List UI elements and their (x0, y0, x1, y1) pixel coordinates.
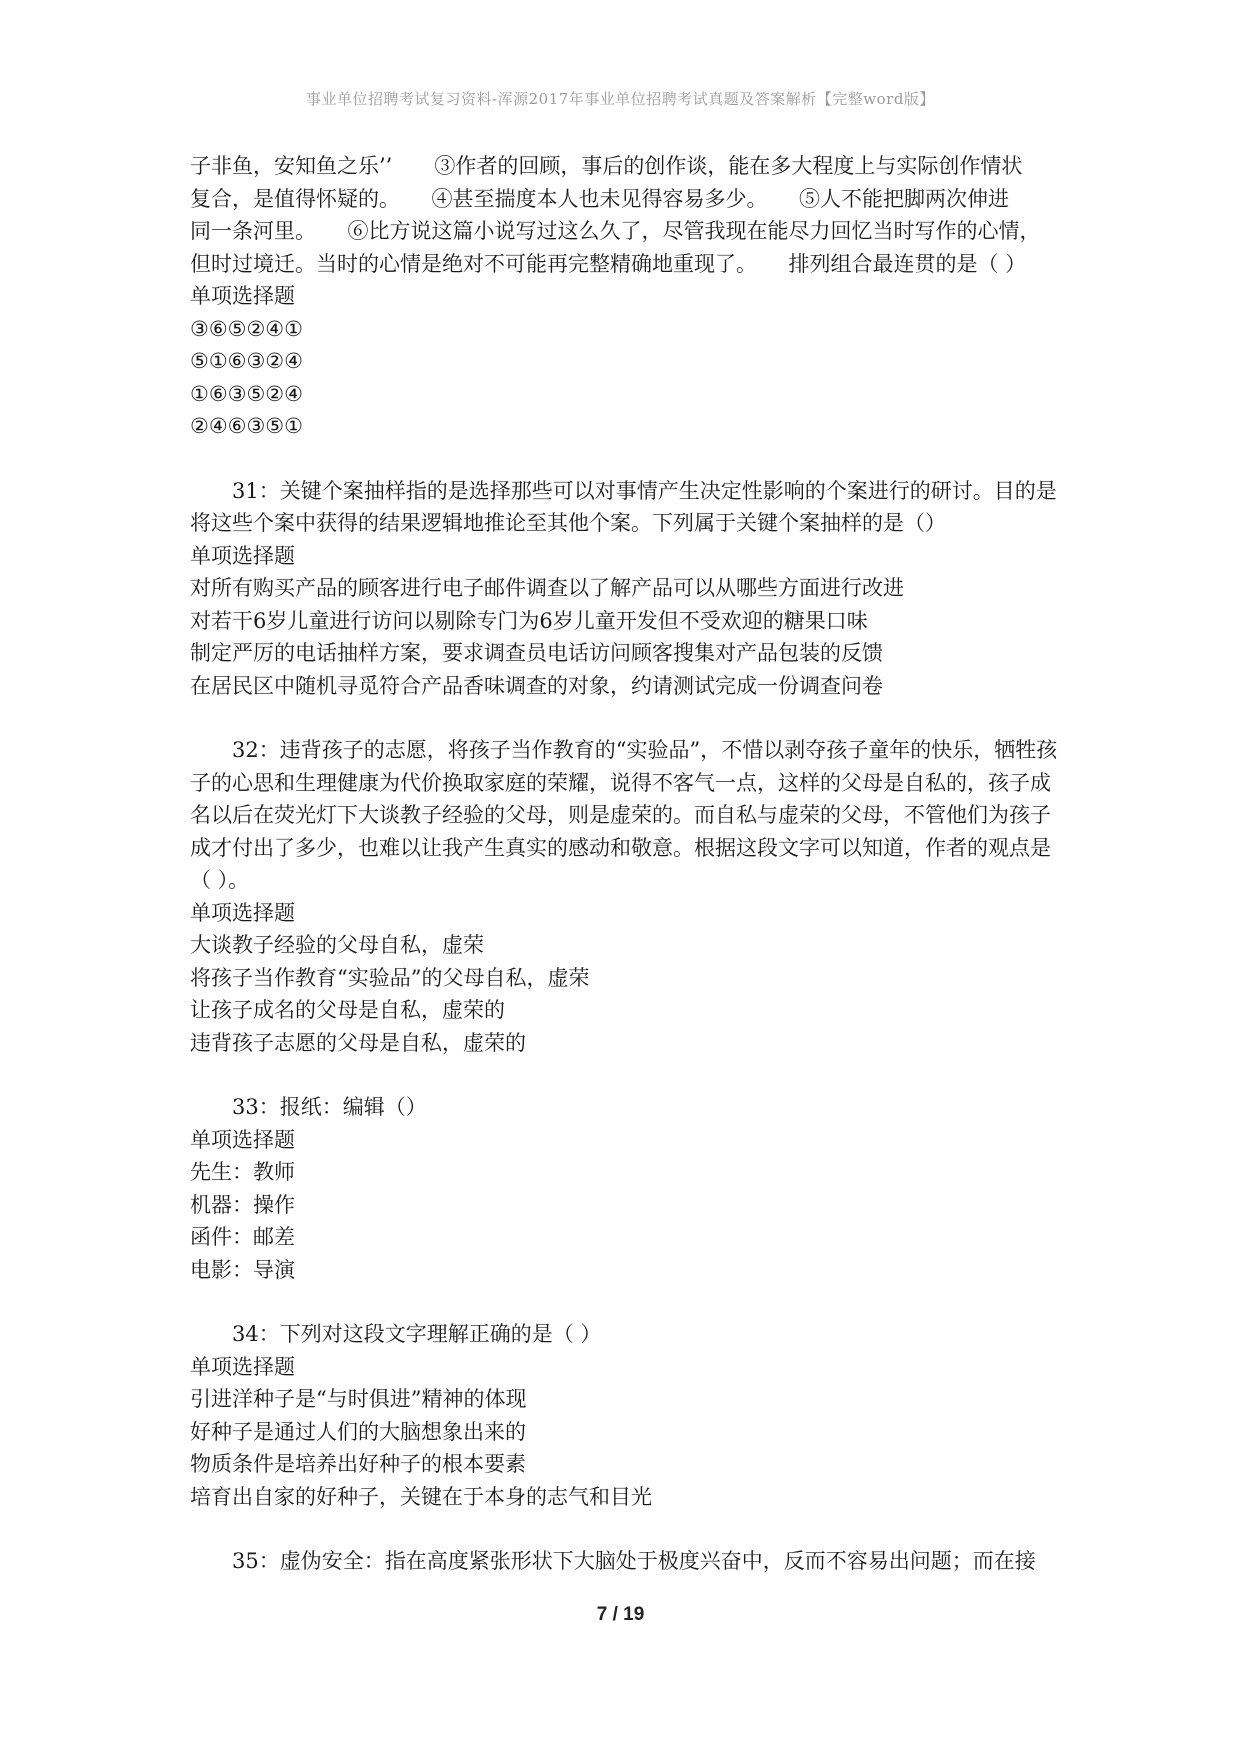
option-c: 物质条件是培养出好种子的根本要素 (190, 1452, 526, 1476)
spacer (190, 1286, 1070, 1318)
option-a: 对所有购买产品的顾客进行电子邮件调查以了解产品可以从哪些方面进行改进 (190, 576, 904, 600)
question-type: 单项选择题 (190, 1354, 295, 1379)
question-text-line: 但时过境迁。当时的心情是绝对不可能再完整精确地重现了。 排列组合最连贯的是（ ） (190, 251, 1027, 276)
question-stem: 31：关键个案抽样指的是选择那些可以对事情产生决定性影响的个案进行的研讨。目的是将这些个案中获得的结果逻辑地推论至其他个案。下列属于关键个案抽样的是（） (190, 478, 1057, 535)
option-d: 培育出自家的好种子，关键在于本身的志气和目光 (190, 1484, 652, 1509)
question-35 (190, 1545, 1070, 1578)
spacer (190, 1059, 1070, 1091)
question-31 (190, 475, 1070, 703)
question-stem: 35：虚伪安全：指在高度紧张形状下大脑处于极度兴奋中，反而不容易出问题；而在接 (232, 1549, 1036, 1573)
option-b: ⑤①⑥③②④ (190, 349, 303, 373)
option-a: 大谈教子经验的父母自私，虚荣 (190, 933, 484, 957)
question-33 (190, 1091, 1070, 1286)
question-34 (190, 1318, 1070, 1513)
option-d: 违背孩子志愿的父母是自私，虚荣的 (190, 1030, 526, 1055)
question-stem: 34：下列对这段文字理解正确的是（ ） (232, 1322, 602, 1346)
option-c: 函件：邮差 (190, 1225, 295, 1249)
question-stem: 33：报纸：编辑（） (232, 1095, 427, 1119)
option-b: 好种子是通过人们的大脑想象出来的 (190, 1419, 526, 1444)
option-b: 机器：操作 (190, 1192, 295, 1217)
option-b: 对若干6岁儿童进行访问以剔除专门为6岁儿童开发但不受欢迎的糖果口味 (190, 608, 868, 633)
question-30 (190, 150, 1070, 443)
option-d: 电影：导演 (190, 1257, 295, 1282)
question-type: 单项选择题 (190, 900, 295, 925)
spacer (190, 443, 1070, 475)
option-d: ②④⑥③⑤① (190, 414, 303, 438)
option-a: ③⑥⑤②④① (190, 316, 303, 341)
question-text-line: 复合，是值得怀疑的。 ④甚至揣度本人也未见得容易多少。 ⑤人不能把脚两次伸进 (190, 186, 1009, 211)
question-32 (190, 734, 1070, 1059)
option-c: ①⑥③⑤②④ (190, 381, 303, 406)
option-d: 在居民区中随机寻觅符合产品香味调查的对象，约请测试完成一份调查问卷 (190, 673, 883, 698)
option-b: 将孩子当作教育“实验品”的父母自私，虚荣 (190, 965, 590, 990)
option-c: 让孩子成名的父母是自私，虚荣的 (190, 998, 505, 1022)
question-stem: 32：违背孩子的志愿，将孩子当作教育的“实验品”，不惜以剥夺孩子童年的快乐，牺牲孩子的心思和生理健康为代价换取家庭的荣耀，说得不客气一点，这样的父母是自私的，孩子成名以后在荧光灯下大谈教子经验的父母，则是虚荣的。而自私与虚荣的父母，不管他们为孩子成才付出了多少，也难以让我产生真实的感动和敬意。根据这段文字可以知道，作者的观点是（ ）。 (190, 738, 1058, 892)
question-text-line: 子非鱼，安知鱼之乐’’ ③作者的回顾，事后的创作谈，能在多大程度上与实际创作情状 (190, 154, 1023, 178)
page-header: 事业单位招聘考试复习资料-浑源2017年事业单位招聘考试真题及答案解析【完整word版】 (306, 90, 935, 108)
page-number: 7 / 19 (596, 1604, 645, 1625)
spacer (190, 1513, 1070, 1545)
question-text-line: 同一条河里。 ⑥比方说这篇小说写过这么久了，尽管我现在能尽力回忆当时写作的心情， (190, 219, 1041, 243)
option-c: 制定严厉的电话抽样方案，要求调查员电话访问顾客搜集对产品包装的反馈 (190, 641, 883, 665)
question-type: 单项选择题 (190, 543, 295, 568)
document-body (190, 150, 1070, 1578)
spacer (190, 702, 1070, 734)
question-type: 单项选择题 (190, 284, 295, 308)
question-type: 单项选择题 (190, 1127, 295, 1152)
option-a: 先生：教师 (190, 1160, 295, 1184)
option-a: 引进洋种子是“与时俱进”精神的体现 (190, 1387, 527, 1411)
